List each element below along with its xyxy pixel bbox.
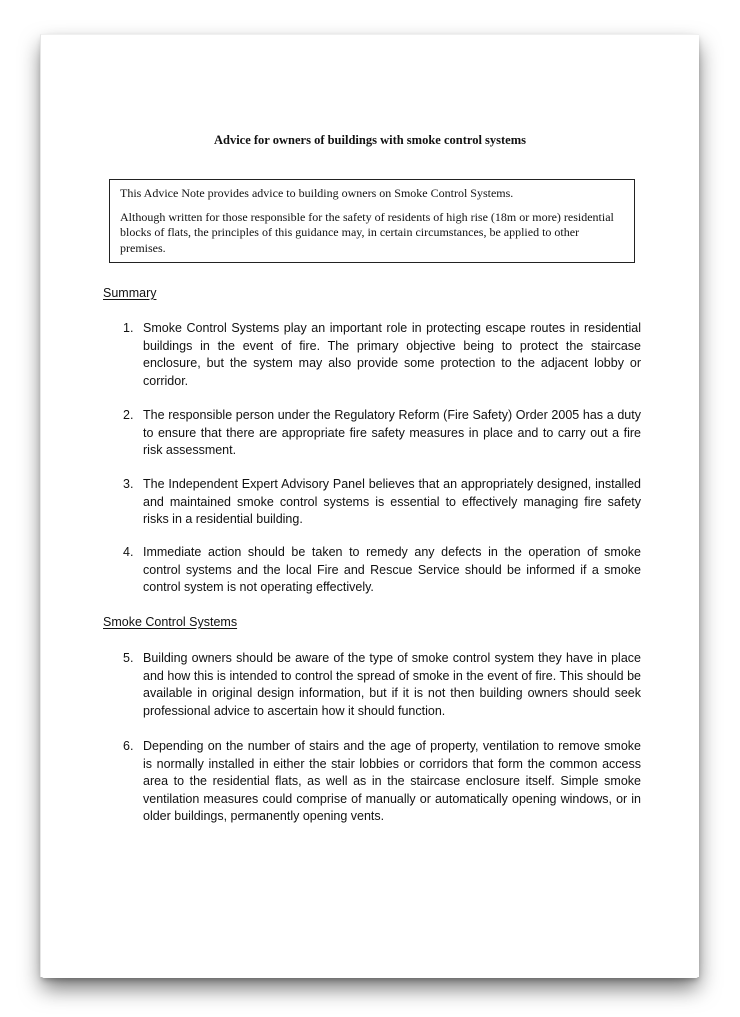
list-item xyxy=(123,320,641,390)
advice-note-scope: Although written for those responsible for the safety of residents of high rise (18m or more) residential blocks of flats, the principles of this guidance may, in certain circumstances, be applied to other premises. xyxy=(120,209,614,255)
item-text: The Independent Expert Advisory Panel believes that an appropriately designed, installed and maintained smoke control systems is essential to effectively managing fire safety risks in a residential building. xyxy=(143,477,641,526)
item-number: 3. xyxy=(123,477,134,491)
item-text: Building owners should be aware of the type of smoke control system they have in place and how this is intended to control the spread of smoke in the event of fire. This should be available in original design information, but if it is not then building owners should seek professional advice to ascertain how it should function. xyxy=(143,651,641,718)
document-page xyxy=(40,34,699,977)
item-text: The responsible person under the Regulatory Reform (Fire Safety) Order 2005 has a duty to ensure that there are appropriate fire safety measures in place and to carry out a fire risk assessment. xyxy=(143,408,641,457)
advice-note-intro: This Advice Note provides advice to building owners on Smoke Control Systems. xyxy=(120,186,514,200)
list-item xyxy=(123,650,641,720)
item-text: Immediate action should be taken to remedy any defects in the operation of smoke control systems and the local Fire and Rescue Service should be informed if a smoke control system is not operating effectively. xyxy=(143,545,641,594)
item-text: Depending on the number of stairs and the age of property, ventilation to remove smoke is normally installed in either the stair lobbies or corridors that form the common access area to the residential flats, as well as in the staircase enclosure itself. Simple smoke ventilation measures could comprise of manually or automatically opening windows, or in older buildings, permanently opening vents. xyxy=(143,739,641,823)
list-item xyxy=(123,476,641,529)
item-number: 5. xyxy=(123,651,134,665)
item-text: Smoke Control Systems play an important role in protecting escape routes in residential buildings in the event of fire. The primary objective being to protect the staircase enclosure, but the system may also provide some protection to the adjacent lobby or corridor. xyxy=(143,321,641,388)
list-item xyxy=(123,738,641,826)
item-number: 4. xyxy=(123,545,134,559)
item-number: 2. xyxy=(123,408,134,422)
section-heading-smoke-control-systems: Smoke Control Systems xyxy=(103,615,238,629)
item-number: 6. xyxy=(123,739,134,753)
document-title: Advice for owners of buildings with smoke control systems xyxy=(213,133,527,147)
list-item xyxy=(123,407,641,460)
list-item xyxy=(123,544,641,597)
advice-note-box xyxy=(109,179,635,263)
item-number: 1. xyxy=(123,321,134,335)
section-heading-summary: Summary xyxy=(103,286,157,300)
